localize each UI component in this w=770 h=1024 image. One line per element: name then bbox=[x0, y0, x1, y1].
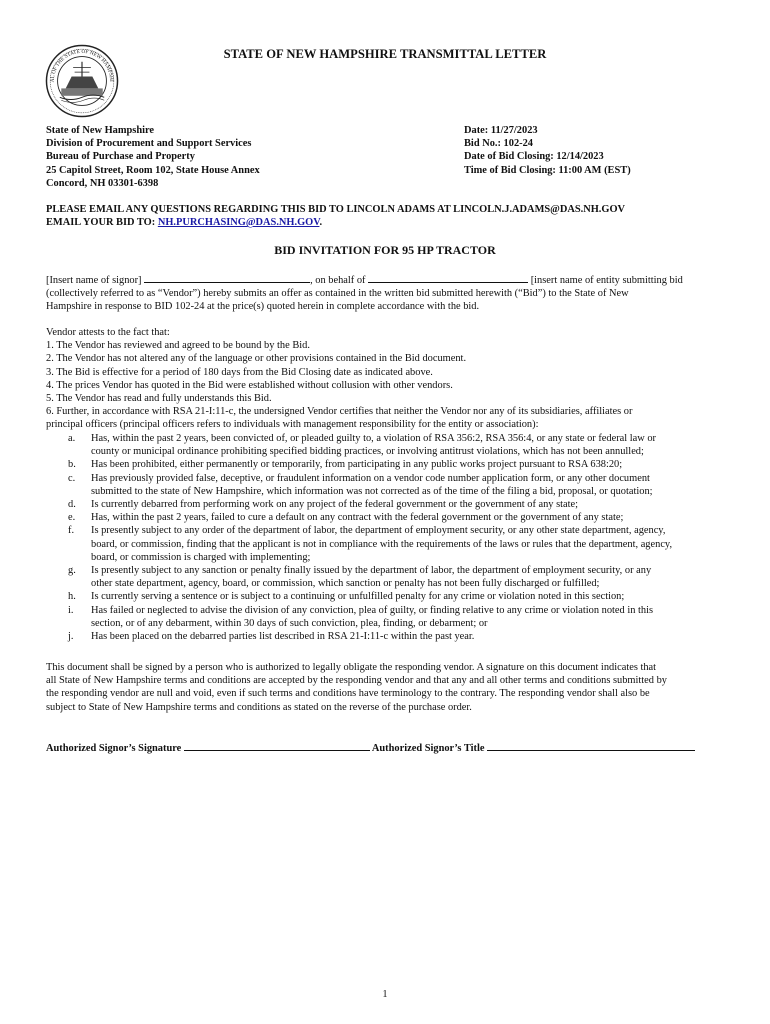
subitem-text bbox=[91, 564, 731, 590]
subitem-letter: b. bbox=[68, 459, 76, 471]
subitem-text bbox=[91, 630, 731, 643]
subitem-letter: g. bbox=[68, 565, 76, 576]
page-number: 1 bbox=[382, 989, 388, 1000]
subitem-letter: h. bbox=[68, 591, 76, 603]
subitem-letter: i. bbox=[68, 604, 74, 616]
subitem-text bbox=[91, 498, 731, 511]
questions-notice: PLEASE EMAIL ANY QUESTIONS REGARDING THIS BID TO LINCOLN ADAMS AT LINCOLN.J.ADAMS@DAS.NH.GOV bbox=[46, 204, 626, 215]
closing-line: subject to State of New Hampshire terms and conditions as stated on the reverse of the purchase order. bbox=[46, 701, 472, 713]
address-line: Division of Procurement and Support Services bbox=[46, 138, 252, 150]
subitem-line: Has been prohibited, either permanently or temporarily, from participating in any public works project pursuant to RSA 638:20; bbox=[91, 459, 623, 471]
subitem-letter: f. bbox=[68, 525, 75, 537]
bid-details bbox=[464, 124, 631, 177]
subitem-line: Has, within the past 2 years, failed to cure a default on any contract with the federal government or the government of any state; bbox=[91, 512, 624, 524]
subitem-line: submitted to the state of New Hampshire, which information was not corrected as of the time of the filing a bid, proposal, or quotation; bbox=[91, 485, 653, 497]
bid-number: Bid No.: 102-24 bbox=[464, 138, 533, 150]
closing-line: all State of New Hampshire terms and conditions are accepted by the responding vendor and that any and all other terms and conditions submitted by bbox=[46, 675, 667, 687]
subitem-line: section, or of any debarment, within 30 days of such conviction, plea, finding, or debarment; or bbox=[91, 617, 488, 629]
subitem-text bbox=[91, 524, 731, 564]
subitem-line: Has been placed on the debarred parties list described in RSA 21-I:11-c within the past year. bbox=[91, 631, 475, 642]
on-behalf-text: , on behalf of bbox=[310, 275, 369, 286]
subitem-line: Is currently serving a sentence or is subject to a continuing or unfulfilled penalty for any crime or violation noted in this section; bbox=[91, 591, 625, 603]
subitem-line: Has previously provided false, deceptive, or fraudulent information on a vendor code number application form, or any other document bbox=[91, 472, 650, 484]
address-line: 25 Capitol Street, Room 102, State House Annex bbox=[46, 164, 260, 176]
svg-text:SEAL OF THE STATE OF NEW HAMPS: AL OF THE STATE OF NEW HAMPSHI bbox=[49, 48, 115, 83]
email-notice bbox=[46, 203, 625, 229]
subitem-letter: c. bbox=[68, 472, 76, 484]
subitem-line: county or municipal ordinance prohibiting specified bidding practices, or involving antitrust violations, which has not been annulled; bbox=[91, 446, 644, 458]
subitem-letter: a. bbox=[68, 433, 76, 444]
subitem-line: board, or commission, finding that the applicant is not in compliance with the requirements of the laws or rules that the department, agency, bbox=[91, 538, 673, 550]
subitem-line: Is currently debarred from performing work on any project of the federal government or the government of any state; bbox=[91, 499, 579, 510]
address-line: Concord, NH 03301-6398 bbox=[46, 177, 159, 189]
entity-name-blank[interactable] bbox=[368, 272, 528, 283]
attestation-item: 2. The Vendor has not altered any of the language or other provisions contained in the Bid document. bbox=[46, 353, 467, 365]
agency-address bbox=[46, 124, 260, 190]
attestation-item: 6. Further, in accordance with RSA 21-I:11-c, the undersigned Vendor certifies that neither the Vendor nor any of its subsidiaries, affiliates or bbox=[46, 406, 633, 418]
subitem-text bbox=[91, 432, 731, 458]
submission-notice bbox=[46, 216, 625, 229]
attestation-list bbox=[46, 326, 726, 432]
subitem-line: Is presently subject to any order of the department of labor, the department of employment security, or any other state department, agency, bbox=[91, 525, 666, 537]
bid-date: Date: 11/27/2023 bbox=[464, 125, 538, 136]
subitem-line: Has failed or neglected to advise the division of any conviction, plea of guilty, or finding relative to any crime or violation noted in this bbox=[91, 604, 654, 616]
bid-closing-date: Date of Bid Closing: 12/14/2023 bbox=[464, 151, 604, 163]
subitem-letter: e. bbox=[68, 512, 76, 524]
subitem-text bbox=[91, 590, 731, 603]
attestation-item: 4. The prices Vendor has quoted in the Bid were established without collusion with other vendors. bbox=[46, 379, 453, 391]
subitem-line: board, or commission is charged with implementing; bbox=[91, 551, 311, 563]
intro-line: Hampshire in response to BID 102-24 at the price(s) quoted herein in complete accordance with the bid. bbox=[46, 301, 480, 313]
attestation-item: 3. The Bid is effective for a period of 180 days from the Bid Closing date as indicated above. bbox=[46, 366, 433, 378]
attestation-item: 5. The Vendor has read and fully understands this Bid. bbox=[46, 393, 272, 405]
bid-invitation-title: BID INVITATION FOR 95 HP TRACTOR bbox=[274, 243, 496, 257]
signor-name-blank[interactable] bbox=[144, 272, 310, 283]
closing-line: This document shall be signed by a person who is authorized to legally obligate the responding vendor. A signature on this document indicates that bbox=[46, 662, 657, 673]
subitem-letter: d. bbox=[68, 499, 76, 510]
signature-field[interactable] bbox=[184, 740, 370, 751]
submission-label: EMAIL YOUR BID TO: bbox=[46, 217, 158, 229]
submission-period: . bbox=[319, 217, 323, 229]
title-label: Authorized Signor’s Title bbox=[369, 743, 488, 754]
subitem-line: Is presently subject to any sanction or penalty finally issued by the department of labor, the department of employment security, or any bbox=[91, 565, 652, 576]
page-title: STATE OF NEW HAMPSHIRE TRANSMITTAL LETTER bbox=[223, 47, 547, 61]
subitem-text bbox=[91, 511, 731, 524]
purchasing-email-link[interactable]: NH.PURCHASING@DAS.NH.GOV bbox=[157, 217, 320, 229]
attestation-item: 1. The Vendor has reviewed and agreed to be bound by the Bid. bbox=[46, 340, 310, 352]
title-field[interactable] bbox=[487, 740, 695, 751]
entity-prompt: [insert name of entity submitting bid bbox=[528, 275, 683, 286]
subitem-text bbox=[91, 472, 731, 498]
signor-prompt: [Insert name of signor] bbox=[46, 275, 145, 286]
intro-line bbox=[46, 272, 726, 287]
signature-block bbox=[46, 740, 695, 755]
attestation-item: principal officers (principal officers refers to individuals with management responsibility for the entity or association): bbox=[46, 419, 539, 431]
subitem-line: Has, within the past 2 years, been convicted of, or pleaded guilty to, a violation of RSA 356:2, RSA 356:4, or any state or federal law or bbox=[91, 433, 657, 444]
bid-closing-time: Time of Bid Closing: 11:00 AM (EST) bbox=[464, 164, 631, 176]
closing-paragraph bbox=[46, 661, 726, 714]
subitem-letter: j. bbox=[68, 631, 74, 642]
intro-line: (collectively referred to as “Vendor”) hereby submits an offer as contained in the written bid submitted herewith (“Bid”) to the State of New bbox=[46, 288, 629, 300]
address-line: Bureau of Purchase and Property bbox=[46, 151, 195, 163]
subitem-text bbox=[91, 458, 731, 471]
signature-label: Authorized Signor’s Signature bbox=[46, 743, 184, 754]
address-line: State of New Hampshire bbox=[46, 125, 155, 136]
subitem-text bbox=[91, 604, 731, 630]
subitem-line: other state department, agency, board, or commission, which sanction or penalty has not been fully discharged or fulfilled; bbox=[91, 578, 600, 590]
intro-paragraph bbox=[46, 272, 726, 314]
attestation-heading: Vendor attests to the fact that: bbox=[46, 327, 170, 338]
closing-line: the responding vendor are null and void, even if such terms and conditions have terminology to the contrary. The responding vendor shall also be bbox=[46, 688, 650, 700]
